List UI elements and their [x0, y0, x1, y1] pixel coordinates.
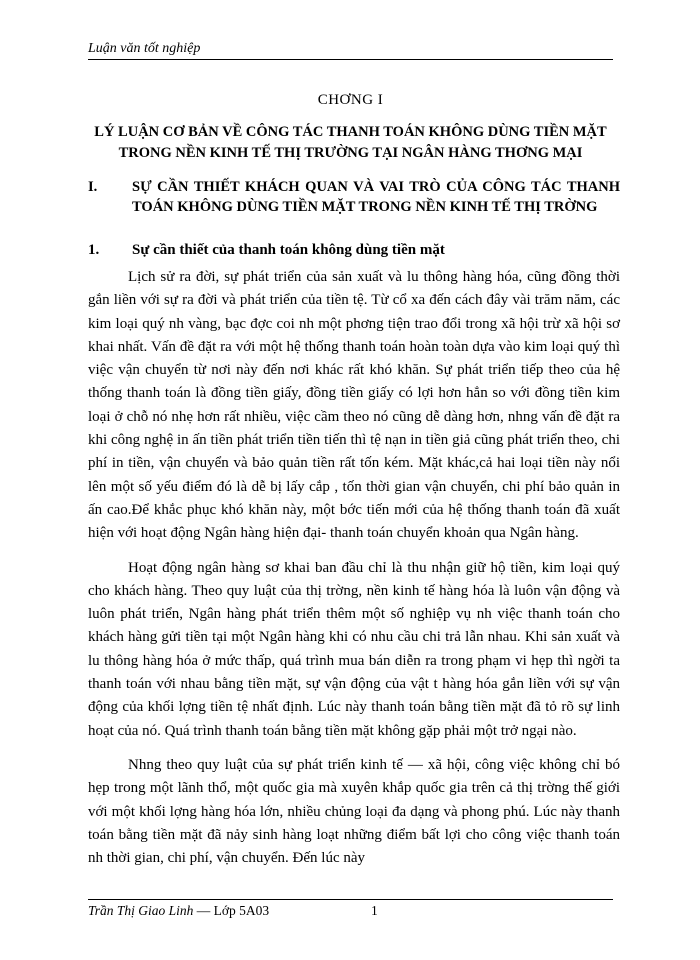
footer-author: [88, 903, 269, 919]
footer-divider: [88, 899, 613, 900]
chapter-heading: LÝ LUẬN CƠ BẢN VỀ CÔNG TÁC THANH TOÁN KHÔNG DÙNG TIỀN MẶT TRONG NỀN KINH TẾ THỊ TRƯỜNG TẠI NGÂN HÀNG THƠNG MẠI: [94, 124, 607, 161]
class-label: — Lớp 5A03: [193, 903, 270, 918]
section-heading-text: SỰ CẦN THIẾT KHÁCH QUAN VÀ VAI TRÒ CỦA CÔNG TÁC THANH TOÁN KHÔNG DÙNG TIỀN MẶT TRONG NỀN KINH TẾ THỊ TRỜNG: [132, 179, 620, 215]
chapter-title: CHƠNG I: [317, 92, 384, 108]
body-text: [88, 266, 620, 881]
subsection-heading: [88, 240, 620, 260]
paragraph: Lịch sử ra đời, sự phát triển của sản xuất và lu thông hàng hóa, cũng đồng thời gắn liền với sự ra đời và phát triển của tiền tệ. Từ cổ xa đến cách đây vài trăm năm, các kim loại quý nh vàng, bạc đợc coi nh một phơng tiện trao đổi trong xã hội trừ xã hội sơ khai nhất. Vấn đề đặt ra với một hệ thống thanh toán hoàn toàn dựa vào kim loại quý thì việc vận chuyển từ nơi này đến nơi khác rất khó khăn. Sự phát triển tiếp theo của hệ thống thanh toán là đồng tiền giấy, đồng tiền giấy có lợi hơn hẳn so với đồng tiền kim loại ở chỗ nó nhẹ hơn rất nhiều, việc cầm theo nó cũng dễ dàng hơn, nhng vấn đề đặt ra khi công nghệ in ấn tiền phát triển tiền tiến thì tệ nạn in tiền giả cũng phát triển theo, chi phí in tiền, vận chuyển và bảo quản tiền rất tốn kém. Mặt khác,cả hai loại tiền này nổi lên một số yếu điểm đó là dễ bị lấy cắp , tốn thời gian vận chuyển, chi phí bảo quản in ấn cao.Để khắc phục khó khăn này, một bớc tiến mới của hệ thống thanh toán đã xuất hiện với hoạt động Ngân hàng hiện đại- thanh toán chuyển khoản qua Ngân hàng.: [88, 269, 620, 542]
running-title: Luận văn tốt nghiệp: [88, 41, 201, 56]
paragraph: Hoạt động ngân hàng sơ khai ban đầu chỉ là thu nhận giữ hộ tiền, kim loại quý cho khách hàng. Theo quy luật của thị trờng, nền kinh tế hàng hóa là luôn vận động và luôn phát triển, Ngân hàng phát triển thêm một số nghiệp vụ nh việc thanh toán cho khách hàng gửi tiền tại một Ngân hàng khi có nhu cầu chi trả lẫn nhau. Khi sản xuất và lu thông hàng hóa ở mức thấp, quá trình mua bán diễn ra trong phạm vi hẹp thì ngời ta thanh toán với nhau bằng tiền mặt, sự vận động của vật t hàng hóa gắn liền với sự vận động của khối lợng tiền tệ nhất định. Lúc này thanh toán bằng tiền mặt đã tỏ rõ sự linh hoạt của nó. Quá trình thanh toán bằng tiền mặt không gặp phải một trở ngại nào.: [88, 559, 620, 739]
section-number: I.: [88, 179, 98, 195]
section-heading: [88, 177, 620, 217]
running-header: [88, 40, 613, 60]
subsection-heading-text: Sự cần thiết của thanh toán không dùng tiền mặt: [132, 242, 445, 258]
author-name: Trần Thị Giao Linh: [88, 903, 194, 918]
page-number: 1: [371, 903, 378, 918]
subsection-number: 1.: [88, 242, 100, 258]
paragraph: Nhng theo quy luật của sự phát triển kinh tế — xã hội, công việc không chỉ bó hẹp trong một lãnh thổ, một quốc gia mà xuyên khắp quốc gia trên cả thị trờng thế giới với một khối lợng hàng hóa lớn, nhiều chủng loại đa dạng và phong phú. Lúc này thanh toán bằng tiền mặt đã nảy sinh hàng loạt những điểm bất lợi cho công việc thanh toán nh thời gian, chi phí, vận chuyển. Đến lúc này: [88, 756, 620, 867]
